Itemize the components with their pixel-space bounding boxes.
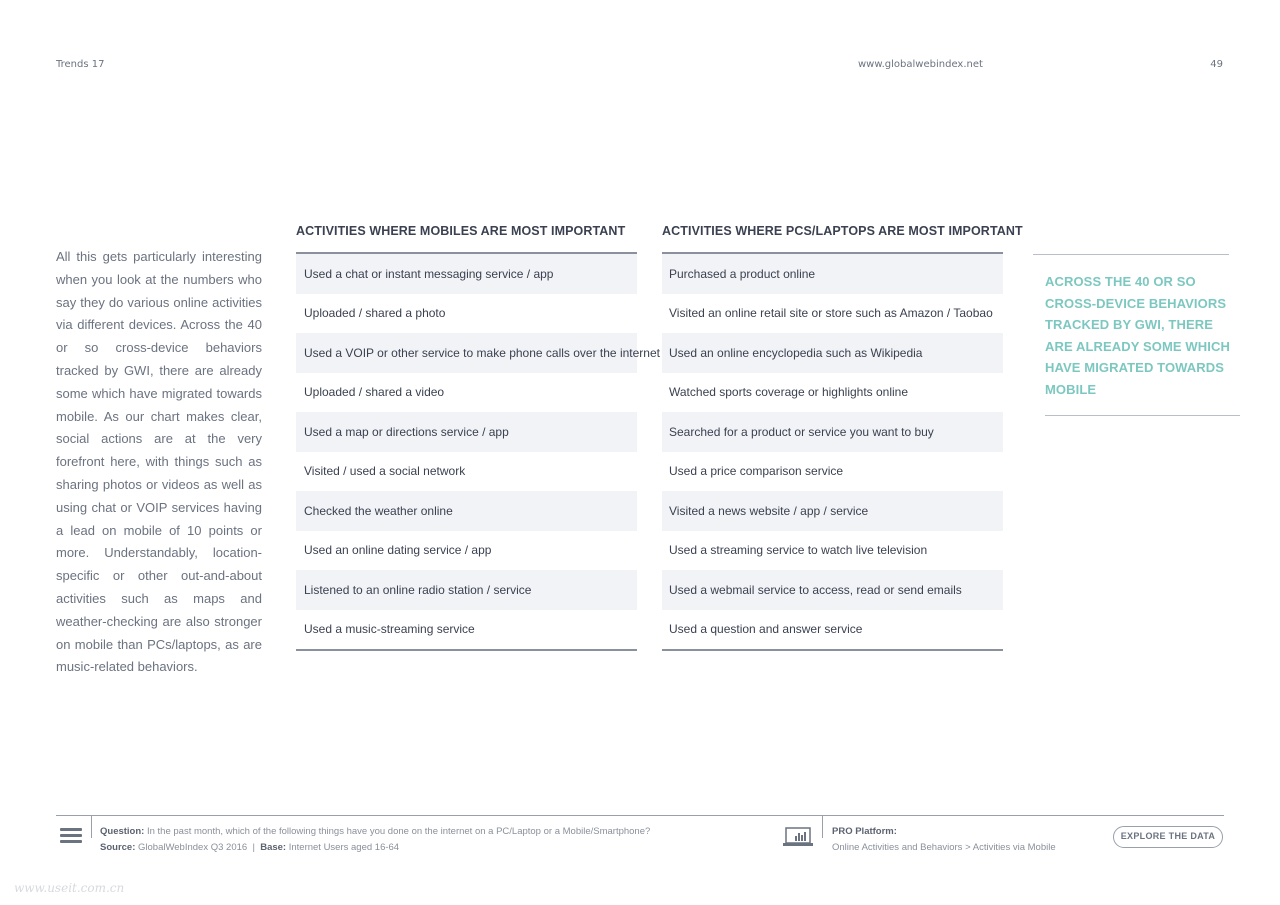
callout-top-rule — [1033, 254, 1229, 255]
mobile-table-title: ACTIVITIES WHERE MOBILES ARE MOST IMPORTANT — [296, 224, 637, 254]
base-text: Internet Users aged 16-64 — [288, 842, 400, 853]
footer-question-block — [100, 824, 650, 856]
source-label: Source: — [100, 842, 136, 853]
body-paragraph: All this gets particularly interesting when you look at the numbers who say they do various online activities via different devices. Across the 40 or so cross-device behaviors tracked by GWI, there are already some which have migrated towards mobile. As our chart makes clear, social actions are at the very forefront here, with things such as sharing photos or videos as well as using chat or VOIP services having a lead on mobile of 10 points or more. Understandably, location-specific or other out-and-about activities such as maps and weather-checking are also stronger on mobile than PCs/laptops, as are music-related behaviors. — [56, 249, 262, 675]
table-row: Visited an online retail site or store such as Amazon / Taobao — [662, 294, 1003, 334]
callout-bottom-rule — [1045, 415, 1240, 416]
base-label: Base: — [260, 842, 287, 853]
table-row: Used a streaming service to watch live television — [662, 531, 1003, 571]
header-url[interactable]: www.globalwebindex.net — [858, 59, 983, 70]
pro-label: PRO Platform: — [832, 826, 897, 837]
watermark: www.useit.com.cn — [14, 881, 125, 895]
table-row: Used an online encyclopedia such as Wikipedia — [662, 333, 1003, 373]
table-row: Uploaded / shared a video — [296, 373, 637, 413]
mobile-rows — [296, 254, 660, 651]
mobile-activities-table — [296, 224, 660, 651]
footer-divider — [56, 815, 1224, 816]
source-text: GlobalWebIndex Q3 2016 — [138, 842, 248, 853]
footer-pro-block — [832, 824, 1056, 856]
page-number: 49 — [1210, 59, 1223, 70]
table-row: Visited a news website / app / service — [662, 491, 1003, 531]
table-row: Purchased a product online — [662, 254, 1003, 294]
table-row: Visited / used a social network — [296, 452, 637, 492]
table-row: Used a price comparison service — [662, 452, 1003, 492]
table-row: Used a VOIP or other service to make phone calls over the internet — [296, 333, 637, 373]
table-row: Used a chat or instant messaging service / app — [296, 254, 637, 294]
table-row: Checked the weather online — [296, 491, 637, 531]
table-row: Listened to an online radio station / service — [296, 570, 637, 610]
table-row: Used a music-streaming service — [296, 610, 637, 650]
question-list-icon — [60, 828, 82, 846]
pc-activities-table — [662, 224, 1023, 651]
footer-separator: | — [252, 842, 255, 853]
laptop-chart-icon — [783, 827, 813, 847]
callout-quote: ACROSS THE 40 OR SO CROSS-DEVICE BEHAVIORS TRACKED BY GWI, THERE ARE ALREADY SOME WHICH HAVE MIGRATED TOWARDS MOBILE — [1045, 274, 1230, 397]
table-row: Watched sports coverage or highlights online — [662, 373, 1003, 413]
header-section-title: Trends 17 — [56, 59, 105, 70]
explore-data-button[interactable]: EXPLORE THE DATA — [1113, 826, 1223, 848]
table-row: Uploaded / shared a photo — [296, 294, 637, 334]
table-row: Used an online dating service / app — [296, 531, 637, 571]
question-text: In the past month, which of the following things have you done on the internet on a PC/Laptop or a Mobile/Smartphone? — [146, 826, 651, 837]
table-row: Used a map or directions service / app — [296, 412, 637, 452]
footer-vertical-rule-2 — [822, 816, 823, 838]
table-row: Used a webmail service to access, read or send emails — [662, 570, 1003, 610]
table-row: Searched for a product or service you want to buy — [662, 412, 1003, 452]
pro-path[interactable]: Online Activities and Behaviors > Activities via Mobile — [832, 842, 1056, 853]
table-row: Used a question and answer service — [662, 610, 1003, 650]
pc-rows — [662, 254, 1003, 651]
question-label: Question: — [100, 826, 145, 837]
pc-table-title: ACTIVITIES WHERE PCS/LAPTOPS ARE MOST IMPORTANT — [662, 224, 1003, 254]
footer-vertical-rule — [91, 816, 92, 838]
